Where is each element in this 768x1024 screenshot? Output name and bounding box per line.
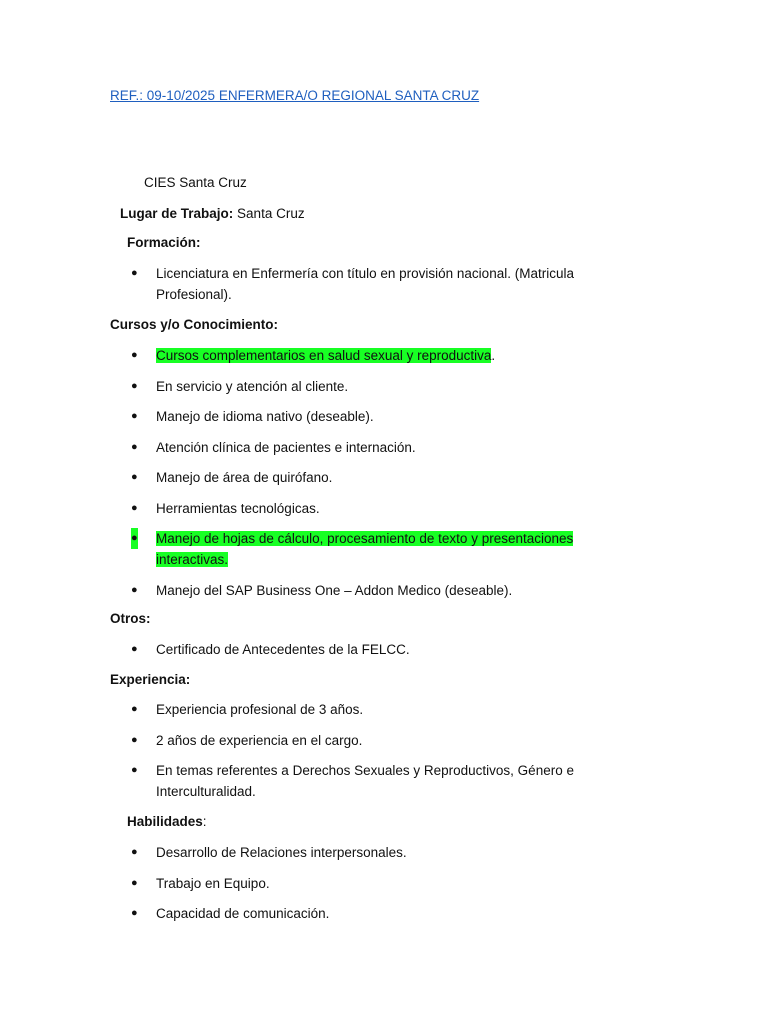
bullet-icon: ● [131, 846, 138, 858]
list-item-text: Trabajo en Equipo. [156, 875, 270, 891]
experiencia-heading: Experiencia: [110, 672, 191, 687]
list-item-text: Certificado de Antecedentes de la FELCC. [156, 642, 410, 657]
list-item-text: En temas referentes a Derechos Sexuales y Reproductivos, Género e Interculturalidad. [156, 763, 574, 799]
list-item [0, 376, 601, 397]
cursos-heading: Cursos y/o Conocimiento: [110, 317, 279, 332]
list-item [0, 699, 601, 720]
workplace-value: Santa Cruz [237, 206, 305, 221]
formacion-heading: Formación: [127, 235, 201, 250]
bullet-icon: ● [131, 583, 138, 596]
habilidades-colon: : [202, 814, 207, 829]
list-item-text: En servicio y atención al cliente. [156, 378, 349, 394]
bullet-icon: ● [131, 907, 138, 919]
bullet-icon: ● [131, 876, 138, 889]
habilidades-title: Habilidades [127, 814, 203, 829]
list-item-text: 2 años de experiencia en el cargo. [156, 732, 363, 748]
list-item [0, 580, 601, 601]
bullet-icon: ● [131, 349, 138, 361]
bullet-icon: ● [131, 733, 138, 746]
bullet-icon: ● [131, 267, 138, 279]
org-name: CIES Santa Cruz [144, 175, 247, 190]
list-item-text: . [491, 348, 496, 363]
list-item-text [156, 528, 601, 570]
experiencia-list [0, 699, 601, 802]
list-item [0, 760, 601, 802]
list-item [0, 467, 601, 488]
list-item-text: Manejo de área de quirófano. [156, 470, 333, 485]
list-item-text: Atención clínica de pacientes e internación. [156, 439, 416, 455]
bullet-icon: ● [131, 764, 138, 776]
bullet-icon: ● [131, 528, 138, 549]
workplace-line [120, 203, 305, 224]
bullet-icon: ● [131, 501, 138, 514]
list-item-text: Manejo del SAP Business One – Addon Medico (deseable). [156, 582, 513, 598]
highlighted-text: Cursos complementarios en salud sexual y reproductiva [156, 348, 492, 363]
ref-link[interactable]: REF.: 09-10/2025 ENFERMERA/O REGIONAL SANTA CRUZ [110, 88, 480, 103]
list-item [0, 406, 601, 427]
list-item [0, 528, 601, 570]
list-item [0, 639, 410, 660]
list-item-text: Desarrollo de Relaciones interpersonales. [156, 845, 407, 860]
workplace-label: Lugar de Trabajo: [120, 206, 234, 221]
list-item-text: Experiencia profesional de 3 años. [156, 702, 364, 717]
bullet-icon: ● [131, 643, 138, 655]
habilidades-list [0, 842, 407, 924]
list-item [0, 903, 407, 924]
bullet-icon: ● [131, 471, 138, 483]
otros-heading: Otros: [110, 611, 151, 626]
cursos-list [0, 345, 601, 601]
habilidades-heading [127, 811, 207, 832]
list-item [0, 263, 601, 305]
list-item-text: Capacidad de comunicación. [156, 906, 330, 921]
list-item [0, 498, 601, 519]
list-item-text: Licenciatura en Enfermería con título en provisión nacional. (Matricula Profesional). [156, 266, 574, 302]
bullet-icon: ● [131, 410, 138, 422]
list-item-text: Manejo de idioma nativo (deseable). [156, 409, 374, 424]
list-item-text: Herramientas tecnológicas. [156, 500, 320, 516]
bullet-icon: ● [131, 703, 138, 715]
list-item [0, 842, 407, 863]
list-item [0, 345, 601, 366]
list-item [0, 730, 601, 751]
otros-list [0, 639, 410, 660]
list-item [0, 873, 407, 894]
formacion-list [0, 263, 601, 305]
bullet-icon: ● [131, 379, 138, 392]
list-item [0, 437, 601, 458]
bullet-icon: ● [131, 440, 138, 453]
highlighted-text: Manejo de hojas de cálculo, procesamiento de texto y presentaciones interactivas. [156, 531, 574, 567]
